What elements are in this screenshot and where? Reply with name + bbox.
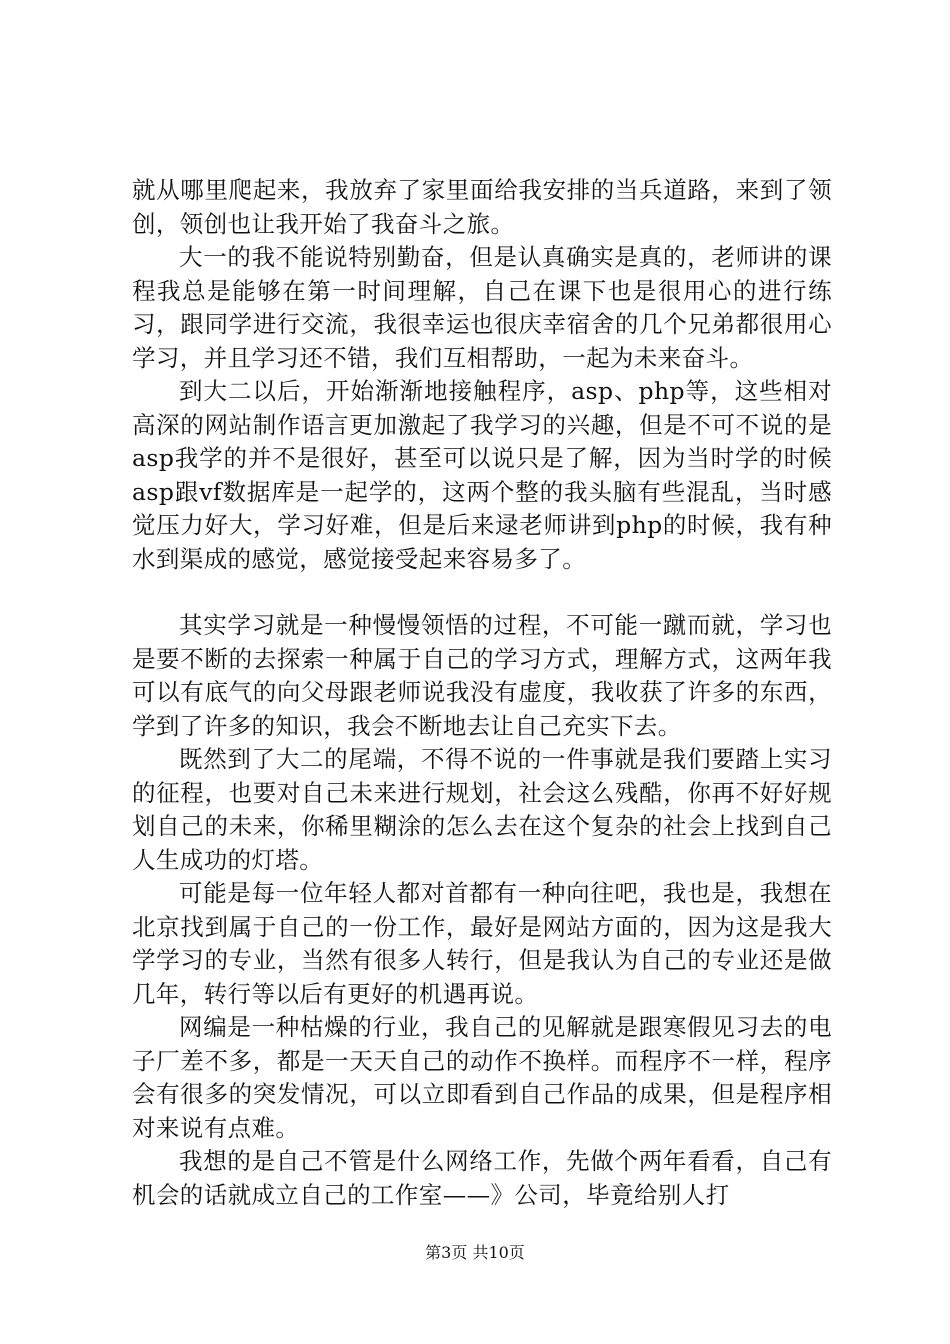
paragraph-second-year: 到大二以后，开始渐渐地接触程序，asp、php等，这些相对高深的网站制作语言更加激起了我学习的兴趣，但是不可不说的是asp我学的并不是很好，甚至可以说只是了解，因为当时学的时候asp跟vf数据库是一起学的，这两个整的我头脑有些混乱，当时感觉压力好大，学习好难，但是后来逯老师讲到php的时候，我有种水到渠成的感觉，感觉接受起来容易多了。 bbox=[132, 377, 832, 573]
page-number-footer: 第3页 共10页 bbox=[425, 1243, 525, 1262]
document-body bbox=[132, 174, 832, 1212]
paragraph-plans: 我想的是自己不管是什么网络工作，先做个两年看看，自己有机会的话就成立自己的工作室——》公司，毕竟给别人打 bbox=[132, 1147, 832, 1209]
paragraph-web-editing: 网编是一种枯燥的行业，我自己的见解就是跟寒假见习去的电子厂差不多，都是一天天自己的动作不换样。而程序不一样，程序会有很多的突发情况，可以立即看到自己作品的成果，但是程序相对来说有点难。 bbox=[132, 1013, 832, 1142]
paragraph-first-year: 大一的我不能说特别勤奋，但是认真确实是真的，老师讲的课程我总是能够在第一时间理解，自己在课下也是很用心的进行练习，跟同学进行交流，我很幸运也很庆幸宿舍的几个兄弟都很用心学习，并且学习还不错，我们互相帮助，一起为未来奋斗。 bbox=[132, 243, 832, 372]
paragraph-continuation: 就从哪里爬起来，我放弃了家里面给我安排的当兵道路，来到了领创，领创也让我开始了我奋斗之旅。 bbox=[132, 176, 832, 238]
paragraph-learning: 其实学习就是一种慢慢领悟的过程，不可能一蹴而就，学习也是要不断的去探索一种属于自己的学习方式，理解方式，这两年我可以有底气的向父母跟老师说我没有虚度，我收获了许多的东西，学到了许多的知识，我会不断地去让自己充实下去。 bbox=[132, 611, 832, 740]
paragraph-internship: 既然到了大二的尾端，不得不说的一件事就是我们要踏上实习的征程，也要对自己未来进行规划，社会这么残酷，你再不好好规划自己的未来，你稀里糊涂的怎么去在这个复杂的社会上找到自己人生成功的灯塔。 bbox=[132, 745, 832, 874]
paragraph-beijing: 可能是每一位年轻人都对首都有一种向往吧，我也是，我想在北京找到属于自己的一份工作，最好是网站方面的，因为这是我大学学习的专业，当然有很多人转行，但是我认为自己的专业还是做几年，转行等以后有更好的机遇再说。 bbox=[132, 879, 832, 1008]
